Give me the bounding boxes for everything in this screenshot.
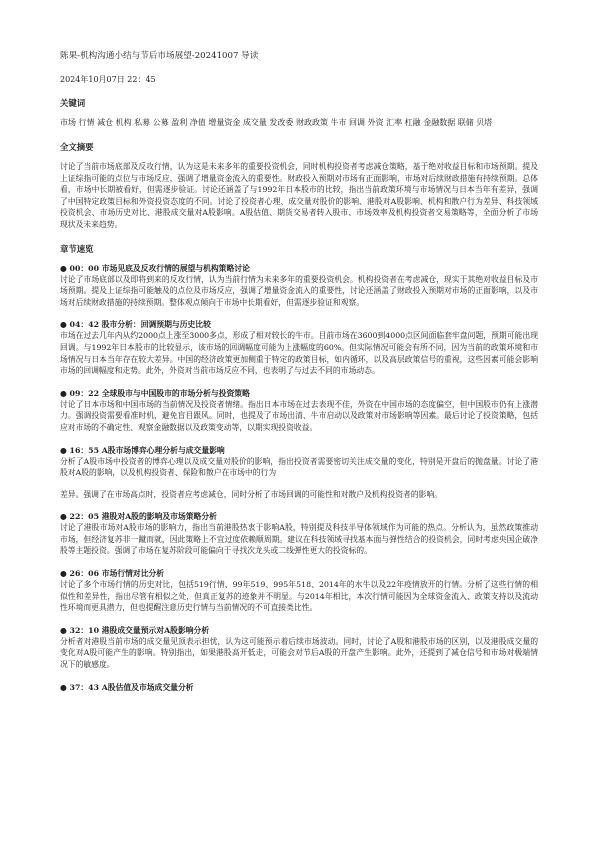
chapter-body: 讨论了港股市场对A股市场的影响力，指出当前港股热衷于影响A股，特别提及科技半导体领域作为可能的热点。分析认为，虽然政策推动市场，但经济复苏非一蹴而就，因此策略上不宜过度依赖顺周期。建议在科技领域寻找基本面与弹性结合的投资机会，同时考虑央国企破净股等主题投资。强调了市场在复苏阶段可能偏向于寻找次龙头或二线弹性更大的投资标的。 [60,523,538,556]
chapter-body: 讨论了市场底部以及即将到来的反攻行情，认为当前行情为未来多年的重要投资机会。机构投资者在考虑减仓，现实于其绝对收益目标及市场预期。提及上证综指可能触及的点位及市场反应，强调了增量资金流入的重要性，讨论还涵盖了财政投入预期对市场的正面影响，以及市场对后续财政措施的持续预期。整体观点倾向于市场中长期看好，但需逐步验证和观察。 [60,274,538,307]
chapter-item [60,445,538,501]
keywords-text: 市场 行情 减仓 机构 私募 公募 盈利 净值 增量资金 成交量 发改委 财政政策 牛市 回调 外资 汇率 杠融 金融数据 联储 贝塔 [60,118,493,127]
chapter-title: ● 26：06 市场行情对比分析 [60,569,165,579]
chapter-title: ● 32：10 港股成交量预示对A股影响分析 [60,625,210,635]
chapter-item [60,388,538,434]
summary-heading: 全文摘要 [60,142,94,152]
chapter-body: 分析者对港股当前市场的成交量见顶表示担忧，认为这可能预示着后续市场波动。同时，讨论了A股和港股市场的区别，以及港股成交量的变化对A股可能产生的影响。特别指出，如果港股高开低走，可能会对节后A股的开盘产生影响。此外，还提到了减仓信号和市场对极端情况下的敏感度。 [60,636,538,670]
chapter-title: ● 00：00 市场见底及反攻行情的展望与机构策略讨论 [60,263,250,273]
chapter-body: 讨论了多个市场行情的历史对比，包括519行情、99年519、995年518、2014年的水牛以及22年疫情放开的行情。分析了这些行情的相似性和差异性，指出尽管有相似之处，但真正复苏的迹象并不明显。与2014年相比，本次行情可能因为全球资金流入、政策支持以及流动性环境而更具潜力，但也提醒注意历史行情与当前情况的不可直接类比性。 [60,580,538,613]
document-page [60,50,538,704]
chapter-body: 分析了A股市场中投资者的博弈心理以及成交量对股价的影响，指出投资者需要密切关注成交量的变化，特别是开盘后的抛盘量。讨论了港股对A股的影响，以及机构投资者、保险和散户在市场中的行为 [60,456,538,478]
chapter-body: 讨论了日本市场和中国市场的当前情况及投资者情绪。指出日本市场在过去表现不佳，外资在中国市场的态度偏空，但中国股市仍有上涨潜力。强调投资需要看准时机，避免盲目跟风。同时，也提及了市场出清、牛市启动以及政策对市场影响等因素。最后讨论了投资策略，包括应对市场的不确定性、观察金融数据以及政策变动等，以期实现投资收益。 [60,399,538,432]
document-title: 陈果-机构沟通小结与节后市场展望-20241007 导读 [60,51,259,61]
chapter-item [60,625,538,671]
chapter-title: ● 22：05 港股对A股的影响及市场策略分析 [60,512,217,522]
chapter-title: ● 04：42 股市分析：回调预期与历史比较 [60,320,211,330]
chapter-title: ● 16：55 A股市场博弈心理分析与成交量影响 [60,445,225,455]
document-datetime: 2024年10月07日 22：45 [60,75,156,84]
chapter-item [60,263,538,309]
chapter-body-continued: 差异。强调了在市场高点时，投资者应考虑减仓，同时分析了市场回调的可能性和对散户及机构投资者的影响。 [60,489,443,499]
chapter-item [60,511,538,557]
chapter-title: ● 37：43 A股估值及市场成交量分析 [60,682,194,692]
chapters-heading: 章节速览 [60,243,94,254]
chapter-item [60,568,538,614]
summary-text: 讨论了当前市场底部及反攻行情，认为这是未来多年的重要投资机会，同时机构投资者考虑减仓策略，基于绝对收益目标和市场预期。提及上证综指可能的点位与市场反应，强调了增量资金流入的重要性。财政投入预期对市场有正面影响，市场对后续财政措施有持续预期。总体看，市场中长期被看好，但需逐步验证。讨论还涵盖了与1992年日本股市的比较，指出当前政策环境与市场情况与日本当年有差异，强调了中国特定政策目标和外资投资态度的不同。讨论了投资者心理、成交量对股价的影响、港股对A股影响、机构和散户行为差异、科技领域投资机会、市场历史对比、港股成交量对A股影响。A股估值、期货交易者转入股市、市场效率及机构投资者交易策略等，全面分析了市场现状及未来趋势。 [60,162,538,229]
chapter-list [60,263,538,693]
chapter-item [60,682,538,693]
chapter-title: ● 09：22 全球股市与中国股市的市场分析与投资策略 [60,388,250,398]
chapter-item [60,319,538,376]
chapter-body: 市场在过去几年内从约2000点上涨至3000多点，形成了相对较长的牛市。目前市场在3600到4000点区间面临套牢盘问题，预期可能出现回调。与1992年日本股市的比较显示，该市场的回调幅度可能为上涨幅度的60%。但实际情况可能会有所不同，因为当前的政策环境和市场情况与日本当年存在较大差异。中国的经济政策更加侧重于特定的政策目标，如内循环，以及高层政策信号的重视，这些因素可能会影响市场的回调幅度和走势。此外，外资对当前市场反应不同，也表明了与过去不同的市场动态。 [60,331,538,376]
keywords-heading: 关键词 [60,98,86,108]
